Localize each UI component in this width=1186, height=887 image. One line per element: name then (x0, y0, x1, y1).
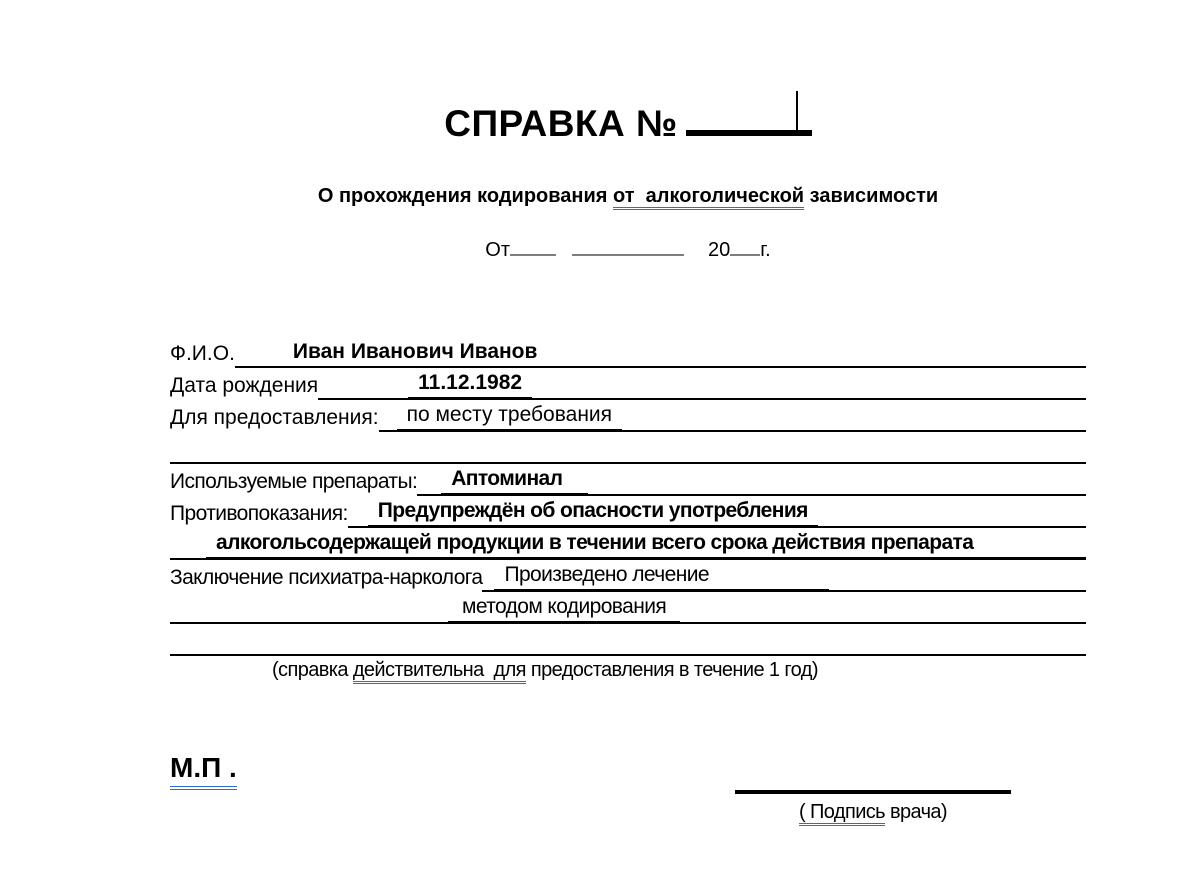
date-year-suffix: г. (760, 239, 771, 261)
birth-date-row (170, 368, 1086, 400)
fio-label: Ф.И.О. (170, 342, 235, 365)
date-year-blank[interactable] (730, 254, 760, 256)
empty-ruled-row-2 (170, 624, 1086, 656)
empty-fill-line-2[interactable] (170, 654, 1086, 656)
document-title (170, 103, 1086, 145)
subtitle-text-pre: О прохождения кодирования (317, 185, 614, 207)
date-day-blank[interactable] (510, 254, 556, 256)
conclusion-label: Заключение психиатра-нарколога (170, 566, 483, 589)
contraindications-fill-line[interactable] (818, 526, 1086, 528)
medications-fill-line[interactable] (588, 494, 1086, 496)
conclusion-row (170, 560, 1086, 592)
birth-date-fill-line[interactable] (532, 398, 1086, 400)
date-year-prefix: 20 (708, 239, 731, 261)
validity-note (170, 659, 1186, 682)
birth-date-value[interactable]: 11.12.1982 (408, 371, 532, 400)
fio-row (170, 336, 1086, 368)
purpose-value[interactable]: по месту требования (397, 403, 622, 432)
purpose-gap-line (379, 430, 397, 432)
subtitle-grammar-flagged-text: от алкоголической (613, 185, 804, 210)
contraindications2-lead-line (170, 558, 206, 560)
medications-row (170, 464, 1086, 496)
conclusion-value-line2[interactable]: методом кодирования (448, 595, 680, 624)
validity-note-post: предоставления в течение 1 год) (525, 659, 818, 681)
form-fields (170, 336, 1086, 656)
contraindications-gap-line (348, 526, 368, 528)
certificate-number-blank[interactable] (686, 130, 812, 136)
medications-label: Используемые препараты: (170, 470, 418, 493)
conclusion-fill-line[interactable] (829, 590, 1086, 592)
date-prefix: От (485, 239, 511, 261)
validity-note-pre: (справка (272, 659, 353, 681)
birth-date-label: Дата рождения (170, 374, 319, 397)
birth-date-gap-line (318, 398, 408, 400)
stamp-mark (170, 752, 237, 790)
purpose-row (170, 400, 1086, 432)
conclusion2-fill-line[interactable] (680, 622, 1086, 624)
conclusion-continuation-row (170, 592, 1086, 624)
medications-gap-line (417, 494, 441, 496)
signature-caption-post: врача) (884, 801, 947, 823)
validity-note-grammar-flagged-text: действительна для (353, 659, 526, 684)
contraindications-continuation-row (170, 528, 1086, 560)
document-subtitle (170, 185, 1086, 208)
signature-caption-grammar-flagged-text: ( Подпись (799, 801, 885, 826)
fio-value[interactable]: Иван Иванович Иванов (283, 340, 548, 368)
empty-ruled-row-1 (170, 432, 1086, 464)
conclusion-value-line1[interactable]: Произведено лечение (494, 563, 828, 592)
contraindications2-fill-line[interactable] (983, 557, 1086, 560)
contraindications-value-line1[interactable]: Предупреждён об опасности употребления (368, 499, 818, 528)
contraindications-row (170, 496, 1086, 528)
date-line (170, 239, 1086, 262)
contraindications-label: Противопоказания: (170, 502, 348, 525)
empty-fill-line-1[interactable] (170, 462, 1086, 464)
contraindications-value-line2[interactable]: алкогольсодержащей продукции в течении всего срока действия препарата (206, 531, 983, 560)
purpose-label: Для предоставления: (170, 406, 379, 429)
subtitle-text-post: зависимости (804, 185, 939, 207)
document-title-text: СПРАВКА № (444, 103, 678, 144)
purpose-fill-line[interactable] (622, 430, 1086, 432)
medications-value[interactable]: Аптоминал (441, 467, 588, 496)
fio-gap-line (235, 366, 283, 368)
stamp-mark-text: М.П . (170, 752, 237, 790)
doctor-signature-blank[interactable] (735, 752, 1011, 794)
fio-fill-line[interactable] (547, 366, 1086, 368)
conclusion-gap-line (482, 590, 494, 592)
conclusion2-lead-line (170, 622, 448, 624)
text-cursor (796, 91, 798, 133)
signature-caption (740, 801, 1006, 824)
date-month-blank[interactable] (572, 254, 684, 256)
